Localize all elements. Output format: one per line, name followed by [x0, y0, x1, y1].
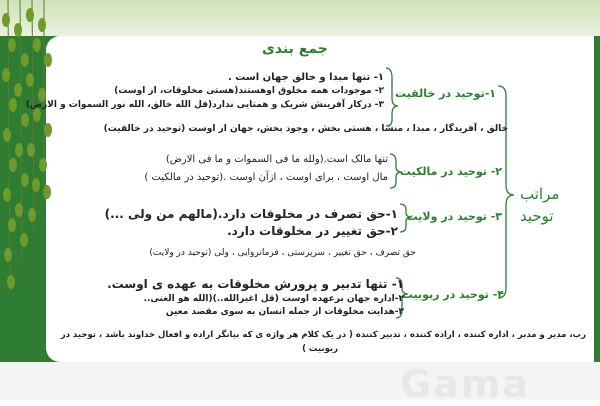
- section-3-label: ٣- توحید در ولایت: [406, 210, 502, 223]
- section-2-label: ٢- توحید در مالکیت: [399, 165, 502, 178]
- section-4-note-line-1: رب، مدیر و مدبر ، اداره کننده ، اراده کننده ، تدبیر کننده ( در یک کلام هر واژه ی که بیانگر اراده و افعال خداوند باشد ، توحید در: [60, 330, 586, 340]
- section-4-line-1: ١- تنها تدبیر و پرورش مخلوقات به عهده ی اوست.: [107, 277, 404, 291]
- section-4-label: ۴- توحید در ربوبیت: [401, 288, 504, 301]
- section-3-line-1: ١-حق تصرف در مخلوقات دارد.(مالهم من ولی ...): [104, 207, 398, 221]
- page-title: جمع بندی: [262, 41, 328, 57]
- main-label-line-1: مراتب: [520, 185, 560, 203]
- section-4-line-2: ٢-اداره جهان برعهده اوست (قل اغیرالله..)(الله هو الغنی..: [143, 294, 404, 304]
- section-2-line-2: مال اوست ، برای اوست ، ازآن اوست .(توحید در مالکیت ): [144, 172, 388, 183]
- section-1-note: خالق ، آفریدگار ، مبدا ، منشا ، هستی بخش ، وجود بخش، جهان از اوست (توحید در خالقیت): [103, 124, 508, 134]
- section-1-line-3: ٣- درکار آفرینش شریک و همتایی ندارد(قل الله خالق، الله نور السموات و الارض): [25, 100, 384, 110]
- section-1-line-2: ٢- موجودات همه مخلوق اوهستند(هستی مخلوقات، از اوست): [114, 86, 384, 96]
- main-bracket: [498, 86, 514, 298]
- section-1-line-1: ١- تنها مبدا و خالق جهان است .: [228, 72, 384, 83]
- section-3-note: حق تصرف ، حق تغییر ، سرپرستی ، فرمانروایی ، ولی (توحید در ولایت): [149, 248, 416, 258]
- section-1-label: ١-توحید در خالقیت: [395, 87, 496, 100]
- section-4-note-line-2: ربوبیت ): [302, 344, 338, 354]
- section-2-line-1: تنها مالک است.(ولله ما فی السموات و ما فی الارض): [165, 154, 388, 165]
- section-3-line-2: ٢-حق تغییر در مخلوقات دارد.: [227, 224, 398, 238]
- watermark-logo: Gama: [400, 362, 531, 406]
- section-4-line-3: ٣-هدایت مخلوقات از جمله انسان به سوی مقصد معین: [165, 307, 404, 317]
- main-label-line-2: توحید: [520, 207, 554, 225]
